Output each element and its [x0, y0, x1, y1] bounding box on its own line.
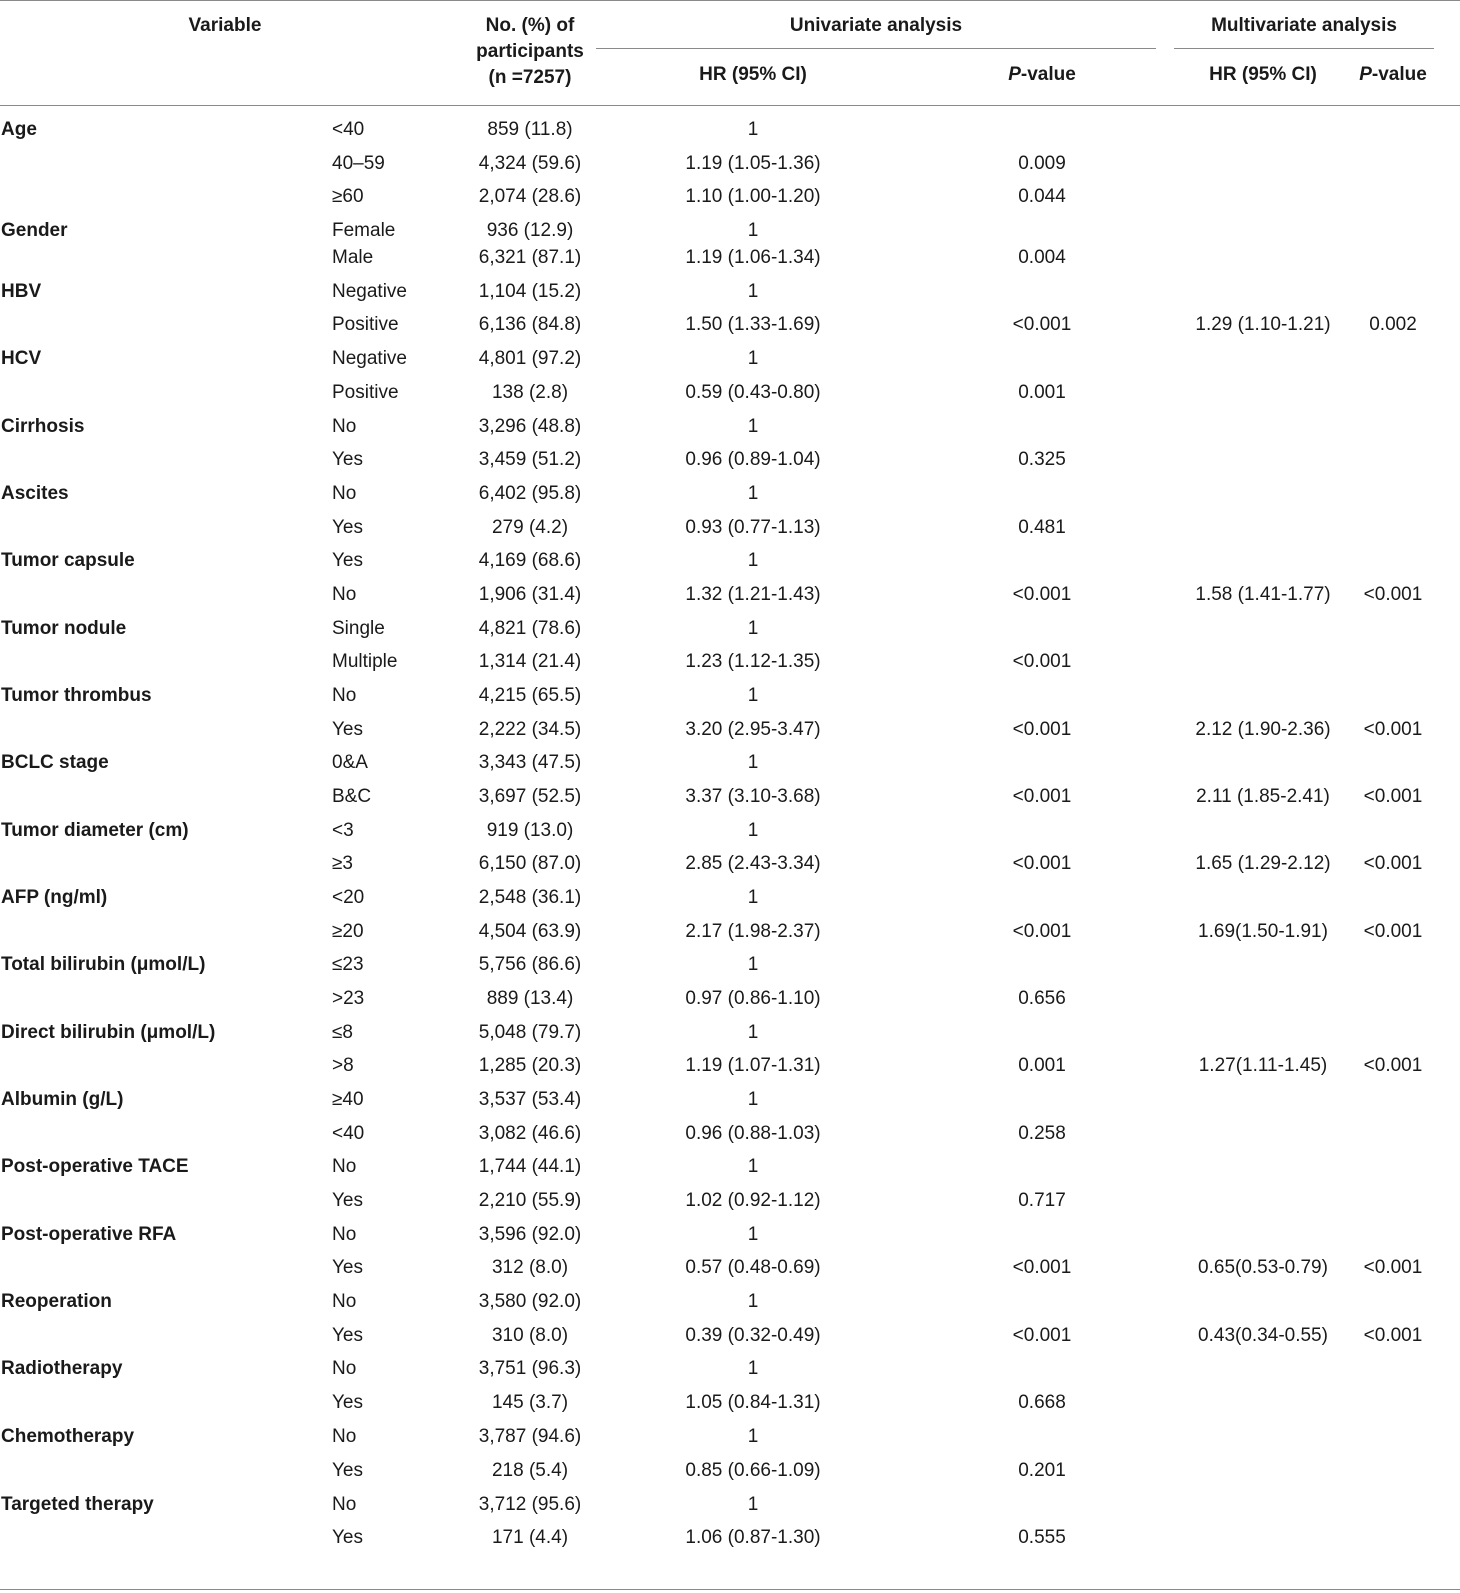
table-row — [0, 116, 1460, 144]
variable-name: Direct bilirubin (μmol/L) — [1, 1022, 216, 1043]
multivariate-pvalue: <0.001 — [1363, 1055, 1423, 1076]
table-row — [0, 480, 1460, 508]
univariate-hr: 1 — [747, 1291, 759, 1312]
univariate-hr: 1 — [747, 281, 759, 302]
level-label: ≤8 — [332, 1022, 353, 1043]
participants-count: 138 (2.8) — [491, 382, 569, 403]
univariate-hr: 1 — [747, 1494, 759, 1515]
univariate-hr: 0.57 (0.48-0.69) — [685, 1257, 821, 1278]
header-variable: Variable — [188, 15, 262, 36]
p-italic: P — [1008, 64, 1021, 85]
p-suffix: -value — [1371, 64, 1427, 85]
participants-count: 3,787 (94.6) — [478, 1426, 582, 1447]
level-label: Yes — [332, 1392, 363, 1413]
table-row — [0, 1355, 1460, 1383]
univariate-hr: 0.59 (0.43-0.80) — [685, 382, 821, 403]
level-label: No — [332, 685, 357, 706]
multivariate-hr: 1.69(1.50-1.91) — [1198, 921, 1328, 942]
variable-name: Post-operative RFA — [1, 1224, 177, 1245]
table-row — [0, 1221, 1460, 1249]
variable-name: Reoperation — [1, 1291, 112, 1312]
table-row — [0, 918, 1460, 946]
table-row — [0, 1524, 1460, 1552]
participants-count: 312 (8.0) — [491, 1257, 569, 1278]
multivariate-pvalue: <0.001 — [1363, 584, 1423, 605]
univariate-underline — [596, 48, 1156, 49]
header-participants-line2: participants — [476, 41, 584, 62]
table-row — [0, 850, 1460, 878]
participants-count: 1,744 (44.1) — [478, 1156, 582, 1177]
univariate-hr: 1 — [747, 752, 759, 773]
multivariate-pvalue: <0.001 — [1363, 1325, 1423, 1346]
univariate-hr: 1 — [747, 685, 759, 706]
variable-name: HBV — [1, 281, 42, 302]
table-row — [0, 1288, 1460, 1316]
level-label: Yes — [332, 719, 363, 740]
univariate-hr: 1 — [747, 220, 759, 241]
variable-name: Chemotherapy — [1, 1426, 135, 1447]
level-label: ≥40 — [332, 1089, 364, 1110]
univariate-hr: 1.19 (1.05-1.36) — [685, 153, 821, 174]
univariate-hr: 3.20 (2.95-3.47) — [685, 719, 821, 740]
variable-name: Targeted therapy — [1, 1494, 154, 1515]
level-label: ≥3 — [332, 853, 353, 874]
participants-count: 4,504 (63.9) — [478, 921, 582, 942]
header-multivariate-hr: HR (95% CI) — [1209, 64, 1317, 85]
level-label: Yes — [332, 1527, 363, 1548]
table-row — [0, 648, 1460, 676]
participants-count: 310 (8.0) — [491, 1325, 569, 1346]
univariate-hr: 1.19 (1.07-1.31) — [685, 1055, 821, 1076]
univariate-hr: 1.19 (1.06-1.34) — [685, 247, 821, 268]
univariate-pvalue: <0.001 — [1012, 1257, 1072, 1278]
table-row — [0, 615, 1460, 643]
level-label: Yes — [332, 1325, 363, 1346]
table-row — [0, 1389, 1460, 1417]
variable-name: HCV — [1, 348, 42, 369]
participants-count: 2,222 (34.5) — [478, 719, 582, 740]
table-row — [0, 682, 1460, 710]
participants-count: 889 (13.4) — [486, 988, 574, 1009]
multivariate-hr: 2.12 (1.90-2.36) — [1195, 719, 1331, 740]
table-row — [0, 446, 1460, 474]
table-row — [0, 581, 1460, 609]
level-label: ≥20 — [332, 921, 364, 942]
header-univariate-pvalue — [962, 62, 1122, 88]
univariate-pvalue: 0.001 — [1018, 382, 1066, 403]
participants-count: 6,150 (87.0) — [478, 853, 582, 874]
univariate-pvalue: 0.201 — [1018, 1460, 1066, 1481]
univariate-pvalue: 0.656 — [1018, 988, 1066, 1009]
univariate-hr: 1 — [747, 483, 759, 504]
table-row — [0, 1019, 1460, 1047]
level-label: No — [332, 584, 357, 605]
univariate-pvalue: 0.481 — [1018, 517, 1066, 538]
participants-count: 3,712 (95.6) — [478, 1494, 582, 1515]
table-top-rule — [0, 0, 1460, 1]
table-row — [0, 379, 1460, 407]
univariate-pvalue: 0.668 — [1018, 1392, 1066, 1413]
univariate-hr: 2.85 (2.43-3.34) — [685, 853, 821, 874]
univariate-pvalue: 0.009 — [1018, 153, 1066, 174]
participants-count: 3,459 (51.2) — [478, 449, 582, 470]
level-label: Single — [332, 618, 385, 639]
participants-count: 3,580 (92.0) — [478, 1291, 582, 1312]
variable-name: AFP (ng/ml) — [1, 887, 108, 908]
level-label: >8 — [332, 1055, 354, 1076]
univariate-hr: 1.02 (0.92-1.12) — [685, 1190, 821, 1211]
participants-count: 4,801 (97.2) — [478, 348, 582, 369]
participants-count: 4,324 (59.6) — [478, 153, 582, 174]
univariate-hr: 0.96 (0.89-1.04) — [685, 449, 821, 470]
level-label: Yes — [332, 449, 363, 470]
table-row — [0, 244, 1460, 272]
level-label: Positive — [332, 314, 399, 335]
univariate-pvalue: <0.001 — [1012, 786, 1072, 807]
table-row — [0, 1322, 1460, 1350]
table-row — [0, 1120, 1460, 1148]
level-label: No — [332, 1291, 357, 1312]
level-label: No — [332, 1494, 357, 1515]
participants-count: 6,321 (87.1) — [478, 247, 582, 268]
variable-name: Tumor thrombus — [1, 685, 152, 706]
level-label: Yes — [332, 1257, 363, 1278]
header-multivariate-pvalue — [1350, 62, 1436, 88]
participants-count: 3,082 (46.6) — [478, 1123, 582, 1144]
level-label: 0&A — [332, 752, 368, 773]
level-label: No — [332, 1426, 357, 1447]
participants-count: 6,402 (95.8) — [478, 483, 582, 504]
multivariate-pvalue: <0.001 — [1363, 921, 1423, 942]
participants-count: 279 (4.2) — [491, 517, 569, 538]
univariate-hr: 1 — [747, 1022, 759, 1043]
level-label: No — [332, 483, 357, 504]
p-suffix: -value — [1020, 64, 1076, 85]
level-label: Female — [332, 220, 396, 241]
level-label: <40 — [332, 1123, 365, 1144]
level-label: <20 — [332, 887, 365, 908]
multivariate-pvalue: <0.001 — [1363, 786, 1423, 807]
univariate-hr: 1 — [747, 887, 759, 908]
table-row — [0, 413, 1460, 441]
participants-count: 1,314 (21.4) — [478, 651, 582, 672]
participants-count: 4,169 (68.6) — [478, 550, 582, 571]
variable-name: Post-operative TACE — [1, 1156, 189, 1177]
level-label: Negative — [332, 281, 407, 302]
univariate-hr: 2.17 (1.98-2.37) — [685, 921, 821, 942]
multivariate-hr: 2.11 (1.85-2.41) — [1196, 786, 1330, 807]
participants-count: 3,537 (53.4) — [478, 1089, 582, 1110]
univariate-hr: 1 — [747, 119, 759, 140]
header-univariate-hr: HR (95% CI) — [699, 64, 807, 85]
participants-count: 2,548 (36.1) — [478, 887, 582, 908]
table-row — [0, 150, 1460, 178]
table-row — [0, 749, 1460, 777]
level-label: B&C — [332, 786, 372, 807]
univariate-pvalue: <0.001 — [1012, 584, 1072, 605]
variable-name: Radiotherapy — [1, 1358, 123, 1379]
univariate-hr: 1 — [747, 416, 759, 437]
table-row — [0, 1423, 1460, 1451]
p-italic: P — [1359, 64, 1372, 85]
multivariate-pvalue: <0.001 — [1363, 719, 1423, 740]
multivariate-pvalue: <0.001 — [1363, 853, 1423, 874]
variable-name: Tumor nodule — [1, 618, 127, 639]
univariate-pvalue: <0.001 — [1012, 651, 1072, 672]
variable-name: Ascites — [1, 483, 69, 504]
univariate-hr: 0.97 (0.86-1.10) — [685, 988, 821, 1009]
level-label: Yes — [332, 517, 363, 538]
table-row — [0, 217, 1460, 245]
variable-name: Gender — [1, 220, 68, 241]
level-label: Multiple — [332, 651, 398, 672]
table-row — [0, 547, 1460, 575]
header-bottom-rule — [0, 105, 1460, 106]
multivariate-pvalue: <0.001 — [1363, 1257, 1423, 1278]
univariate-hr: 0.85 (0.66-1.09) — [685, 1460, 821, 1481]
multivariate-hr: 1.58 (1.41-1.77) — [1195, 584, 1331, 605]
participants-count: 936 (12.9) — [486, 220, 574, 241]
level-label: Yes — [332, 1460, 363, 1481]
table-row — [0, 1491, 1460, 1519]
univariate-hr: 1.05 (0.84-1.31) — [685, 1392, 821, 1413]
table-row — [0, 311, 1460, 339]
participants-count: 919 (13.0) — [486, 820, 574, 841]
univariate-pvalue: 0.001 — [1018, 1055, 1066, 1076]
participants-count: 145 (3.7) — [491, 1392, 569, 1413]
level-label: Yes — [332, 550, 363, 571]
univariate-pvalue: <0.001 — [1012, 314, 1072, 335]
level-label: 40–59 — [332, 153, 385, 174]
multivariate-pvalue: 0.002 — [1369, 314, 1417, 335]
level-label: No — [332, 416, 357, 437]
level-label: No — [332, 1358, 357, 1379]
level-label: Negative — [332, 348, 407, 369]
variable-name: Cirrhosis — [1, 416, 85, 437]
table-bottom-rule — [0, 1589, 1460, 1590]
univariate-pvalue: 0.717 — [1018, 1190, 1066, 1211]
table-row — [0, 1457, 1460, 1485]
table-row — [0, 985, 1460, 1013]
table-row — [0, 884, 1460, 912]
table-row — [0, 278, 1460, 306]
variable-name: Tumor capsule — [1, 550, 135, 571]
multivariate-underline — [1174, 48, 1434, 49]
level-label: Yes — [332, 1190, 363, 1211]
multivariate-hr: 1.65 (1.29-2.12) — [1195, 853, 1331, 874]
univariate-hr: 1.23 (1.12-1.35) — [685, 651, 821, 672]
participants-count: 6,136 (84.8) — [478, 314, 582, 335]
multivariate-hr: 0.65(0.53-0.79) — [1198, 1257, 1328, 1278]
univariate-hr: 1.10 (1.00-1.20) — [685, 186, 821, 207]
variable-name: Age — [1, 119, 37, 140]
table-row — [0, 1052, 1460, 1080]
univariate-pvalue: 0.044 — [1018, 186, 1066, 207]
participants-count: 3,343 (47.5) — [478, 752, 582, 773]
variable-name: Total bilirubin (μmol/L) — [1, 954, 206, 975]
level-label: Positive — [332, 382, 399, 403]
table-row — [0, 716, 1460, 744]
multivariate-hr: 1.27(1.11-1.45) — [1198, 1055, 1328, 1076]
participants-count: 5,756 (86.6) — [478, 954, 582, 975]
univariate-hr: 1 — [747, 954, 759, 975]
table-row — [0, 1187, 1460, 1215]
header-multivariate: Multivariate analysis — [1211, 15, 1397, 36]
participants-count: 171 (4.4) — [491, 1527, 569, 1548]
participants-count: 218 (5.4) — [491, 1460, 569, 1481]
table-row — [0, 783, 1460, 811]
participants-count: 1,285 (20.3) — [478, 1055, 582, 1076]
univariate-hr: 1 — [747, 1426, 759, 1447]
participants-count: 859 (11.8) — [487, 119, 573, 140]
table-row — [0, 817, 1460, 845]
univariate-hr: 1 — [747, 618, 759, 639]
participants-count: 2,074 (28.6) — [478, 186, 582, 207]
table-row — [0, 1254, 1460, 1282]
univariate-hr: 0.39 (0.32-0.49) — [685, 1325, 821, 1346]
univariate-pvalue: 0.004 — [1018, 247, 1066, 268]
univariate-pvalue: <0.001 — [1012, 719, 1072, 740]
level-label: Male — [332, 247, 374, 268]
univariate-hr: 1 — [747, 550, 759, 571]
univariate-pvalue: 0.555 — [1018, 1527, 1066, 1548]
table-row — [0, 1086, 1460, 1114]
participants-count: 2,210 (55.9) — [478, 1190, 582, 1211]
participants-count: 3,296 (48.8) — [478, 416, 582, 437]
variable-name: Tumor diameter (cm) — [1, 820, 189, 841]
table-row — [0, 183, 1460, 211]
participants-count: 1,906 (31.4) — [478, 584, 582, 605]
participants-count: 3,751 (96.3) — [478, 1358, 582, 1379]
participants-count: 1,104 (15.2) — [478, 281, 582, 302]
level-label: No — [332, 1224, 357, 1245]
univariate-hr: 1 — [747, 1224, 759, 1245]
multivariate-hr: 1.29 (1.10-1.21) — [1195, 314, 1331, 335]
univariate-pvalue: <0.001 — [1012, 921, 1072, 942]
header-univariate: Univariate analysis — [789, 15, 963, 36]
univariate-pvalue: 0.258 — [1018, 1123, 1066, 1144]
level-label: ≥60 — [332, 186, 364, 207]
level-label: <3 — [332, 820, 354, 841]
univariate-hr: 3.37 (3.10-3.68) — [685, 786, 821, 807]
participants-count: 4,215 (65.5) — [478, 685, 582, 706]
header-participants-line3: (n =7257) — [488, 67, 572, 88]
participants-count: 3,697 (52.5) — [478, 786, 582, 807]
table-row — [0, 951, 1460, 979]
univariate-hr: 1 — [747, 820, 759, 841]
level-label: No — [332, 1156, 357, 1177]
univariate-pvalue: 0.325 — [1018, 449, 1066, 470]
univariate-pvalue: <0.001 — [1012, 853, 1072, 874]
level-label: >23 — [332, 988, 365, 1009]
univariate-hr: 1 — [747, 348, 759, 369]
level-label: ≤23 — [332, 954, 364, 975]
table-row — [0, 345, 1460, 373]
univariate-pvalue: <0.001 — [1012, 1325, 1072, 1346]
univariate-hr: 1 — [747, 1156, 759, 1177]
univariate-hr: 1.32 (1.21-1.43) — [685, 584, 821, 605]
univariate-hr: 1.06 (0.87-1.30) — [685, 1527, 821, 1548]
header-participants-line1: No. (%) of — [485, 15, 575, 36]
variable-name: BCLC stage — [1, 752, 109, 773]
table-row — [0, 1153, 1460, 1181]
variable-name: Albumin (g/L) — [1, 1089, 124, 1110]
participants-count: 3,596 (92.0) — [478, 1224, 582, 1245]
level-label: <40 — [332, 119, 365, 140]
univariate-hr: 0.93 (0.77-1.13) — [685, 517, 821, 538]
univariate-hr: 1 — [747, 1089, 759, 1110]
multivariate-hr: 0.43(0.34-0.55) — [1198, 1325, 1328, 1346]
univariate-hr: 1 — [747, 1358, 759, 1379]
univariate-hr: 0.96 (0.88-1.03) — [685, 1123, 821, 1144]
participants-count: 5,048 (79.7) — [478, 1022, 582, 1043]
univariate-hr: 1.50 (1.33-1.69) — [685, 314, 821, 335]
table-row — [0, 514, 1460, 542]
participants-count: 4,821 (78.6) — [478, 618, 582, 639]
